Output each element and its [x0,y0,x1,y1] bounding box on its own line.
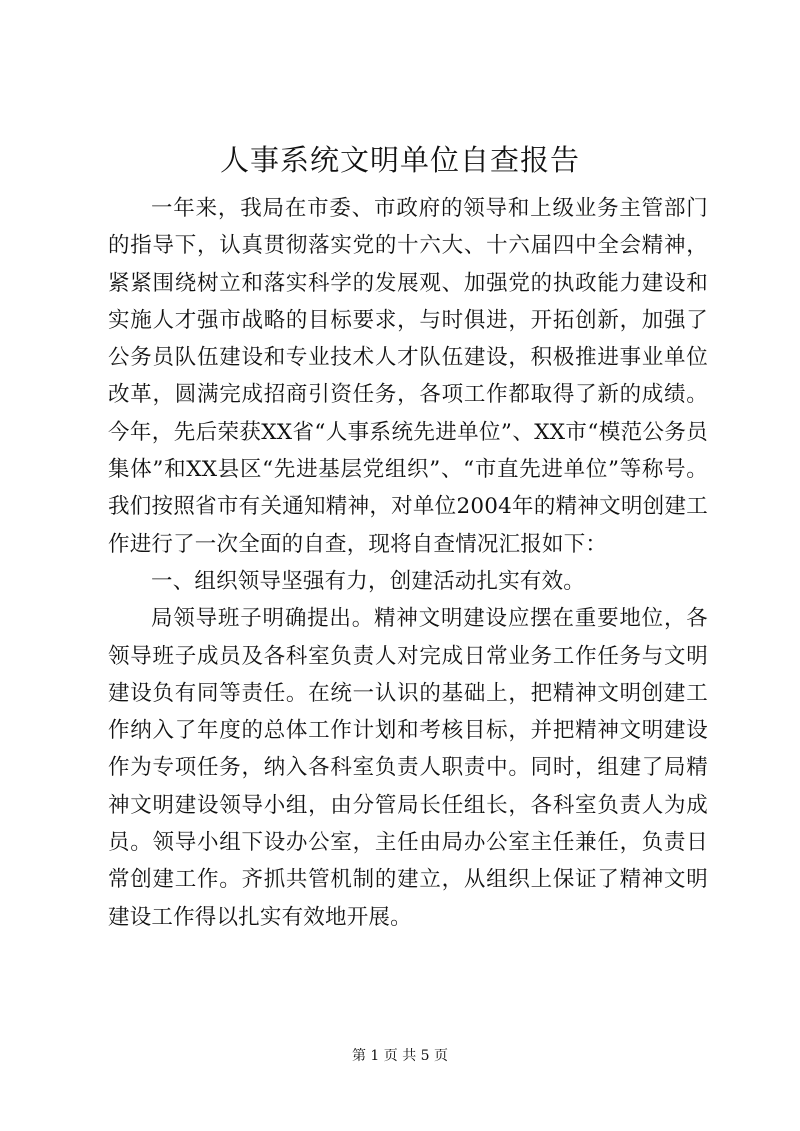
section-heading-1: 一、组织领导坚强有力，创建活动扎实有效。 [151,568,586,594]
document-body [108,190,708,936]
paragraph-intro: 一年来，我局在市委、市政府的领导和上级业务主管部门的指导下，认真贯彻落实党的十六大、十六届四中全会精神，紧紧围绕树立和落实科学的发展观、加强党的执政能力建设和实施人才强市战略的目标要求，与时俱进，开拓创新，加强了公务员队伍建设和专业技术人才队伍建设，积极推进事业单位改革，圆满完成招商引资任务，各项工作都取得了新的成绩。今年，先后荣获XX省“人事系统先进单位”、XX市“模范公务员集体”和XX县区“先进基层党组织”、“市直先进单位”等称号。我们按照省市有关通知精神，对单位2004年的精神文明创建工作进行了一次全面的自查，现将自查情况汇报如下： [108,196,708,557]
page-footer: 第 1 页 共 5 页 [351,1048,449,1064]
paragraph-section-1: 局领导班子明确提出。精神文明建设应摆在重要地位，各领导班子成员及各科室负责人对完成日常业务工作任务与文明建设负有同等责任。在统一认识的基础上，把精神文明创建工作纳入了年度的总体工作计划和考核目标，并把精神文明建设作为专项任务，纳入各科室负责人职责中。同时，组建了局精神文明建设领导小组，由分管局长任组长，各科室负责人为成员。领导小组下设办公室，主任由局办公室主任兼任，负责日常创建工作。齐抓共管机制的建立，从组织上保证了精神文明建设工作得以扎实有效地开展。 [108,606,708,930]
document-title: 人事系统文明单位自查报告 [219,143,580,177]
